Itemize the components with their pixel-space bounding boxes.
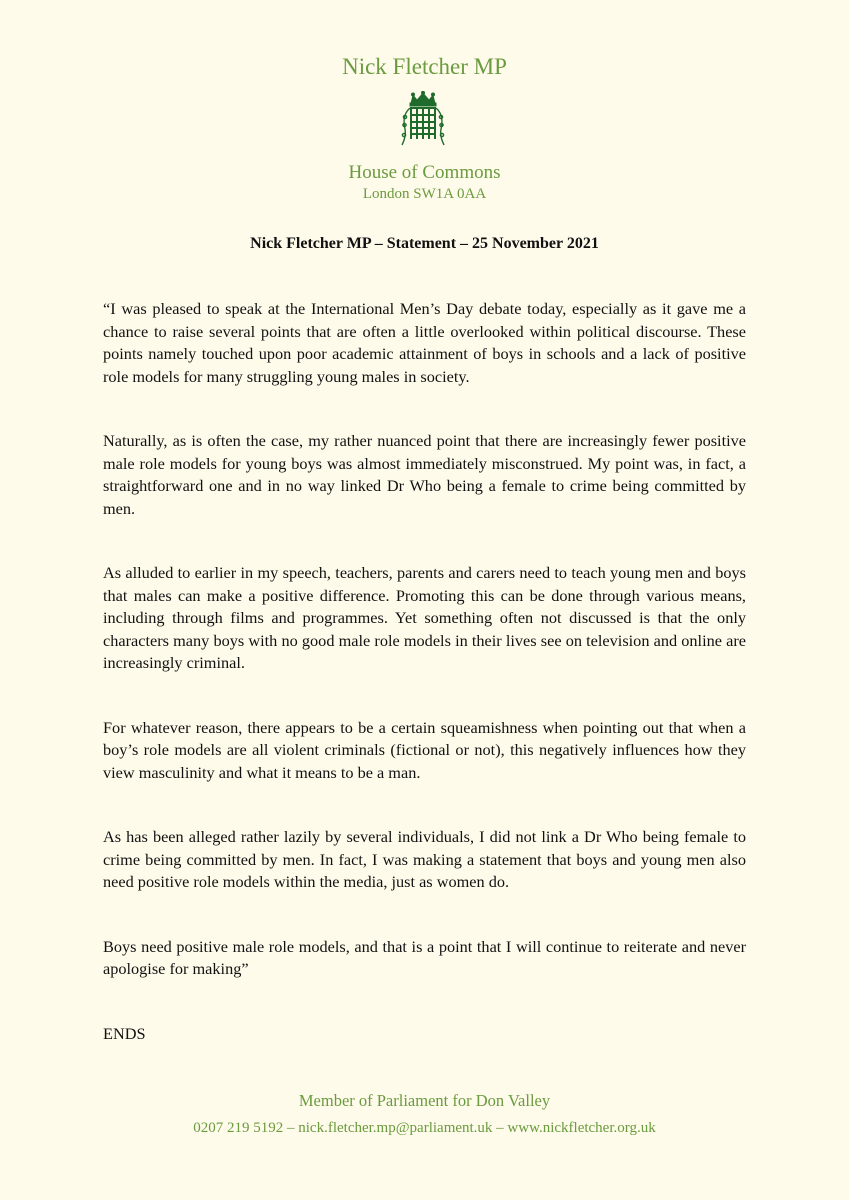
footer-constituency: Member of Parliament for Don Valley (298, 1091, 551, 1110)
statement-paragraph: As has been alleged rather lazily by several individuals, I did not link a Dr Who being female to crime being committed by men. In fact, I was making a statement that boys and young men also need positive role models within the media, just as women do. (103, 827, 746, 891)
statement-paragraph: For whatever reason, there appears to be a certain squeamishness when pointing out that when a boy’s role models are all violent criminals (fictional or not), this negatively influences how they view masculinity and what it means to be a man. (103, 717, 746, 782)
letterhead-house: House of Commons (348, 162, 501, 183)
statement-paragraph: Naturally, as is often the case, my rather nuanced point that there are increasingly fewer positive male role models for young boys was almost immediately misconstrued. My point was, in fact, a straightforward one and in no way linked Dr Who being a female to crime being committed by men. (103, 431, 746, 518)
statement-paragraph: “I was pleased to speak at the International Men’s Day debate today, especially as it gave me a chance to raise several points that are often a little overlooked within political discourse. These points namely touched upon poor academic attainment of boys in schools and a lack of positive role models for many struggling young males in society. (103, 299, 746, 386)
statement-paragraph: Boys need positive male role models, and that is a point that I will continue to reiterate and never apologise for making” (103, 936, 746, 978)
statement-body (103, 298, 746, 1087)
statement-heading: Nick Fletcher MP – Statement – 25 November 2021 (250, 235, 599, 252)
letterhead-name: Nick Fletcher MP (342, 54, 507, 79)
portcullis-icon (399, 91, 447, 147)
ends-marker: ENDS (103, 1023, 146, 1043)
statement-paragraph: As alluded to earlier in my speech, teachers, parents and carers need to teach young men and boys that males can make a positive difference. Promoting this can be done through various means, including through films and programmes. Yet something often not discussed is that the only characters many boys with no good male role models in their lives see on television and online are increasingly criminal. (103, 563, 746, 672)
footer-contact: 0207 219 5192 – nick.fletcher.mp@parliament.uk – www.nickfletcher.org.uk (193, 1120, 656, 1136)
letterhead-address: London SW1A 0AA (362, 186, 487, 202)
